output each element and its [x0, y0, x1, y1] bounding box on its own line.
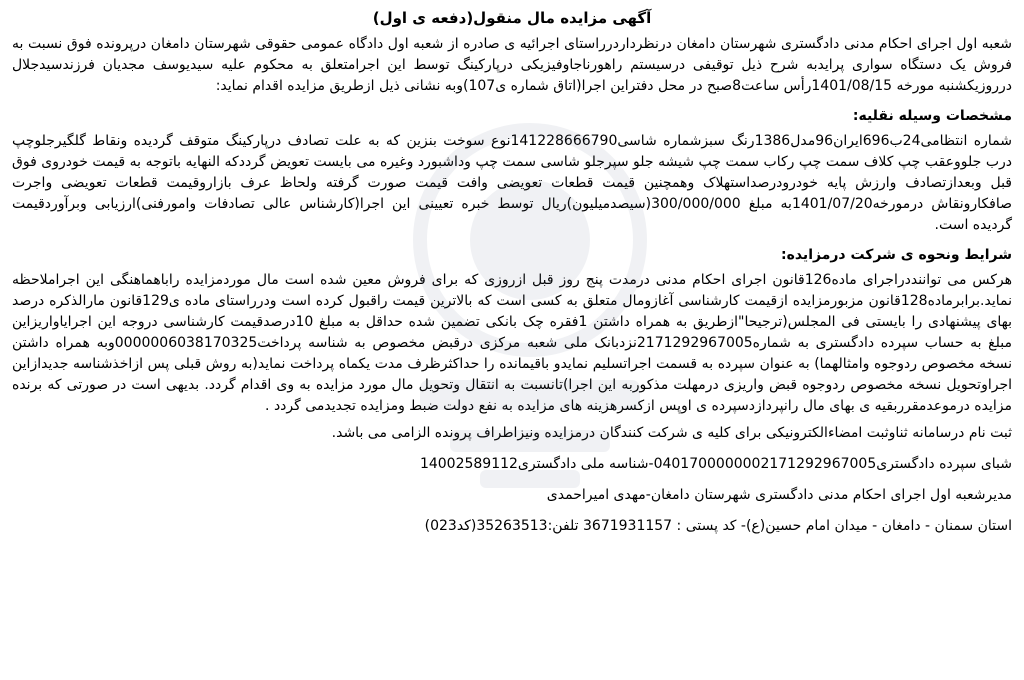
vehicle-description: شماره انتظامی24ب696ایران96مدل1386رنگ سبزشماره شاسی141228666790نوع سوخت بنزین که به علت تصادف درپارکینگ متوقف گردیده ونقاط گلگیرجلوچپ درب جلووعقب چپ کلاف سمت چپ رکاب سمت چپ شیشه جلو سپرجلو شاسی سمت چپ وداشبورد وغیره می بایست تعویض گرددکه النهایه باتوجه به قیمت خودروی فوق قبل وبعدازتصادف وارزش پایه خودرودرصداستهلاک وهمچنین قیمت قطعات تعویضی وافت قیمت صورت گرفته ولحاظ عرف بازاروقیمت قطعات تعویضی واجرت صافکارونقاش درمورخه1401/07/20به مبلغ 300/000/000(سیصدمیلیون)ریال توسط خبره تعیینی این اجرا(کارشناس عالی تصادفات وامورفنی)ارزیابی وبرآوردقیمت گردیده است.: [12, 133, 1012, 233]
registration-note: ثبت نام درسامانه ثناوثبت امضاءالکترونیکی برای کلیه ی شرکت کنندگان درمزایده ونیزاطراف پرونده الزامی می باشد.: [331, 425, 1012, 441]
notice-intro: شعبه اول اجرای احکام مدنی دادگستری شهرستان دامغان درنظرداردرراستای اجرائیه ی صادره از شعبه اول دادگاه عمومی حقوقی شهرستان دامغان درپرونده فوق نسبت به فروش یک دستگاه سواری پرایدبه شرح ذیل توقیفی درسیستم راهورناجاوفیزیکی درپارکینگ توسط این اجرامتعلق به محکوم علیه سیدیوسف مجدیان فرزندسیدجلال درروزیکشنبه مورخه 1401/08/15رأس ساعت8صبح در محل دفتراین اجرا(اتاق شماره ی107)وبه نشانی ذیل ازطریق مزایده اقدام نماید:: [12, 36, 1012, 94]
manager-signature: مدیرشعبه اول اجرای احکام مدنی دادگستری شهرستان دامغان-مهدی امیراحمدی: [546, 487, 1012, 503]
conditions-heading: شرایط ونحوه ی شرکت درمزایده:: [780, 247, 1012, 263]
vehicle-heading: مشخصات وسیله نقلیه:: [852, 108, 1012, 124]
office-address: استان سمنان - دامغان - میدان امام حسین(ع)- کد پستی : 3671931157 تلفن:35263513(کد023): [424, 518, 1012, 534]
account-info: شبای سپرده دادگستری0401700000002171292967005-شناسه ملی دادگستری14002589112: [419, 456, 1012, 472]
conditions-description: هرکس می تواننددراجرای ماده126قانون اجرای احکام مدنی درمدت پنج روز قبل ازروزی که برای فروش معین شده است مال موردمزایده راباهماهنگی این اجراملاحظه نماید.برابرماده128قانون مزبورمزایده ازقیمت کارشناسی آغازومال متعلق به کسی است که بالاترین قیمت راقبول کرده است ودرراستای ماده ی129قانون مارالذکره درصد بهای پیشنهادی را بایستی فی المجلس(ترجیحا"ازطریق به همراه داشتن 1فقره چک بانکی تضمین شده حداقل به مبلغ 10درصدقیمت کارشناسی دروجه این اجرایاواریزاین مبلغ به حساب سپرده دادگستری به شماره2171292967005نزدبانک ملی شعبه مرکزی درقبض مخصوص به شناسه پرداخت0000006038170325وبه همراه داشتن نسخه مخصوص ردوجوه وامثالهما) به عنوان سپرده به قسمت اجراتسلیم نمایدو باقیمانده را حداکثرظرف مدت یکماه پرداخت نماید(به روش قبلی پس ازاخذشناسه جدیدازاین اجراوتحویل نسخه مخصوص ردوجوه قبض واریزی درمهلت مذکوربه این اجرا)تانسبت به انتقال وتحویل مال مورد مزایده به وی اقدام گردد. بدیهی است در صورتی که برنده مزایده درموعدمقرربقیه ی بهای مال رانپردازدسپرده ی اوپس ازکسرهزینه های مزایده به نفع دولت ضبط ومزایده تجدیدمی گردد .: [12, 272, 1013, 414]
notice-title: آگهی مزایده مال منقول(دفعه ی اول): [372, 9, 652, 27]
